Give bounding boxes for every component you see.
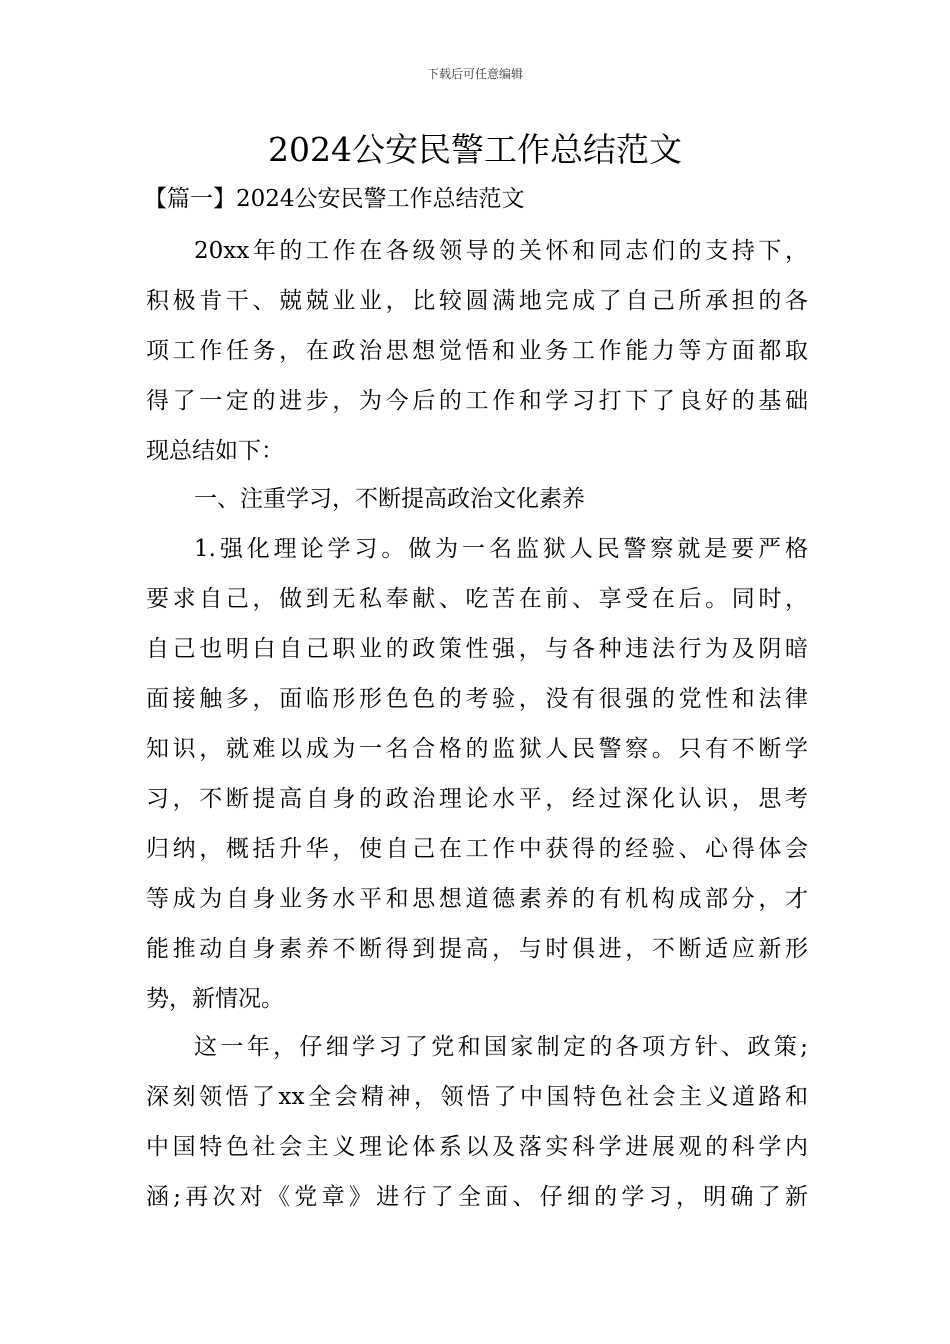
paragraph-line: 归纳，概括升华，使自己在工作中获得的经验、心得体会	[146, 836, 808, 862]
paragraph-line: 现总结如下：	[146, 438, 284, 464]
document-title: 2024公安民警工作总结范文	[268, 130, 682, 169]
paragraph-1	[146, 226, 808, 476]
paragraph-line: 涵;再次对《党章》进行了全面、仔细的学习，明确了新	[146, 1184, 808, 1210]
paragraph-line: 深刻领悟了xx全会精神，领悟了中国特色社会主义道路和	[146, 1084, 808, 1110]
paragraph-line: 习，不断提高自身的政治理论水平，经过深化认识，思考	[146, 786, 808, 812]
paragraph-line: 积极肯干、兢兢业业，比较圆满地完成了自己所承担的各	[146, 288, 808, 314]
paragraph-4	[146, 1022, 808, 1222]
paragraph-line: 中国特色社会主义理论体系以及落实科学进展观的科学内	[146, 1134, 808, 1160]
paragraph-line: 自己也明白自己职业的政策性强，与各种违法行为及阴暗	[146, 636, 808, 662]
paragraph-line: 要求自己，做到无私奉献、吃苦在前、享受在后。同时，	[146, 586, 808, 612]
paragraph-line: 这一年，仔细学习了党和国家制定的各项方针、政策;	[194, 1034, 808, 1060]
subheading-line: 一、注重学习，不断提高政治文化素养	[194, 486, 585, 512]
header-note: 下载后可任意编辑	[426, 67, 523, 81]
paragraph-2	[146, 474, 808, 524]
paragraph-line: 项工作任务，在政治思想觉悟和业务工作能力等方面都取	[146, 338, 808, 364]
paragraph-line: 面接触多，面临形形色色的考验，没有很强的党性和法律	[146, 686, 808, 712]
paragraph-line: 1.强化理论学习。做为一名监狱人民警察就是要严格	[194, 536, 808, 562]
section-heading: 【篇一】2024公安民警工作总结范文	[144, 186, 525, 212]
paragraph-line: 能推动自身素养不断得到提高，与时俱进，不断适应新形	[146, 936, 808, 962]
paragraph-line: 知识，就难以成为一名合格的监狱人民警察。只有不断学	[146, 736, 808, 762]
paragraph-line: 得了一定的进步，为今后的工作和学习打下了良好的基础	[146, 388, 808, 414]
paragraph-line: 等成为自身业务水平和思想道德素养的有机构成部分，才	[146, 886, 808, 912]
paragraph-3	[146, 524, 808, 1024]
paragraph-line: 20xx年的工作在各级领导的关怀和同志们的支持下，	[194, 238, 808, 264]
paragraph-line: 势，新情况。	[146, 986, 284, 1012]
